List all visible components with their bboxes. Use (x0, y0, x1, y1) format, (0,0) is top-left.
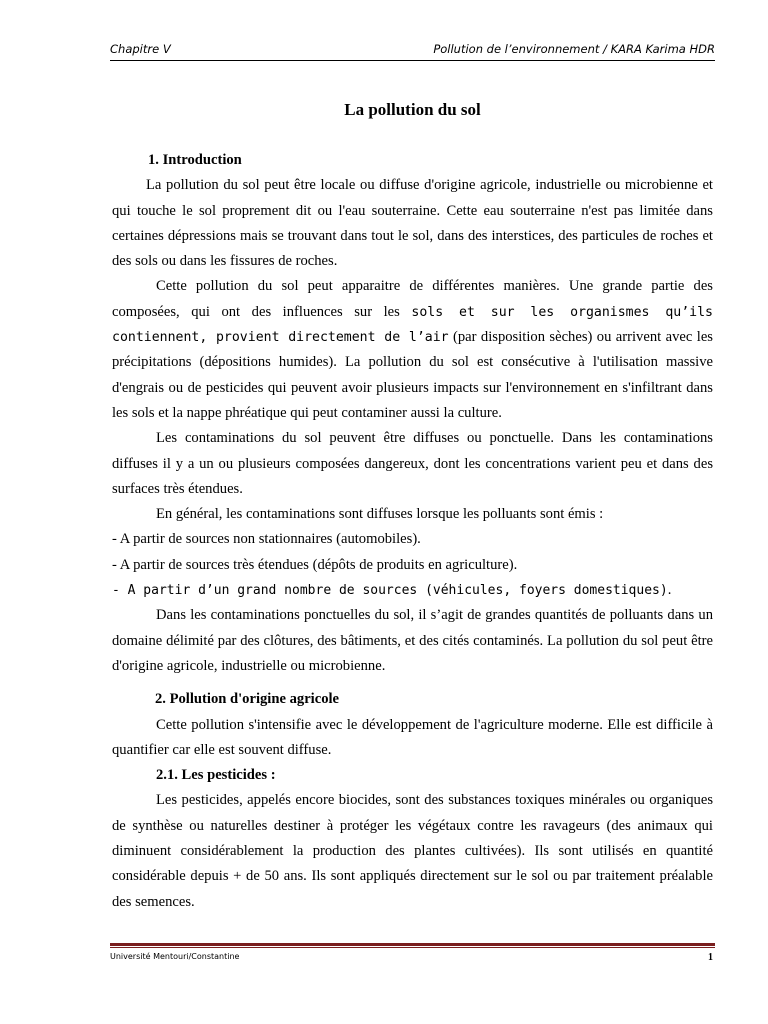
page-footer (110, 952, 715, 966)
institution-label: Université Mentouri/Constantine (110, 952, 240, 961)
paragraph-text-mono: sols et sur les organismes qu’ils contiennent, provient directement de l’air (112, 304, 713, 346)
paragraph: Les pesticides, appelés encore biocides, sont des substances toxiques minérales ou organiques de synthèse ou naturelles destiner à protéger les végétaux contre les ravageurs (des animaux qui diminuent considérablement la production des plantes cultivées). Ils sont utilisés en quantité considérable depuis + de 50 ans. Ils sont appliqués directement sur le sol ou par traitement préalable des semences. (112, 792, 713, 910)
document-title: Pollution de l’environnement / KARA Karima HDR (433, 42, 715, 56)
section-number: 2 (155, 691, 163, 708)
subsection-heading-pesticides: 2.1. Les pesticides : (156, 767, 276, 784)
list-item: - A partir de sources très étendues (dépôts de produits en agriculture). (112, 556, 518, 573)
paragraph: Cette pollution s'intensifie avec le développement de l'agriculture moderne. Elle est difficile à quantifier car elle est souvent diffuse. (112, 716, 713, 758)
paragraph-text: Cette pollution du sol peut apparaitre de différentes manières. Une grande partie des composées, qui ont des influences sur les (112, 278, 713, 320)
paragraph: Dans les contaminations ponctuelles du sol, il s’agit de grandes quantités de polluants dans un domaine délimité par des clôtures, des bâtiments, et des cités contaminés. La pollution du sol peut être d'origine agricole, industrielle ou microbienne. (112, 607, 713, 674)
list-item: - A partir de sources non stationnaires (automobiles). (112, 531, 421, 548)
page-number: 1 (708, 952, 713, 963)
footer-divider-thick (110, 943, 715, 946)
section-heading-text: . Pollution d'origine agricole (162, 691, 340, 708)
paragraph: La pollution du sol peut être locale ou diffuse d'origine agricole, industrielle ou microbienne et qui touche le sol proprement dit ou l'eau souterraine. Cette eau souterraine n'est pas limitée dans certaines dépressions mais se trouvant dans tout le sol, dans des interstices, des particules de roches et des sols ou dans les fissures de roches. (112, 177, 713, 270)
paragraph: En général, les contaminations sont diffuses lorsque les polluants sont émis : (156, 506, 604, 523)
page-body (112, 98, 713, 915)
section-heading-introduction: 1. Introduction (148, 152, 242, 168)
list-item (112, 578, 713, 603)
list-item-text-mono: - A partir d’un grand nombre de sources (véhicules, foyers domestiques) (112, 583, 668, 599)
paragraph-text: (par disposition sèches) ou arrivent avec les précipitations (dépositions humides). La pollution du sol est consécutive à l'utilisation massive d'engrais ou de pesticides qui peuvent avoir plusieurs impacts sur l'environnement en s'infiltrant dans les sols et la nappe phréatique qui peut contaminer aussi la culture. (112, 329, 713, 421)
footer-divider-thin (110, 947, 715, 948)
header-divider (110, 60, 715, 61)
paragraph (112, 274, 713, 426)
page-title: La pollution du sol (344, 100, 481, 119)
paragraph: Les contaminations du sol peuvent être diffuses ou ponctuelle. Dans les contaminations diffuses il y a un ou plusieurs composées dangereux, dont les concentrations varient peu et dans des surfaces très étendues. (112, 430, 713, 497)
section-heading-agricultural-pollution (112, 687, 713, 712)
chapter-label: Chapitre V (110, 42, 171, 56)
list-item-text: . (667, 582, 672, 599)
